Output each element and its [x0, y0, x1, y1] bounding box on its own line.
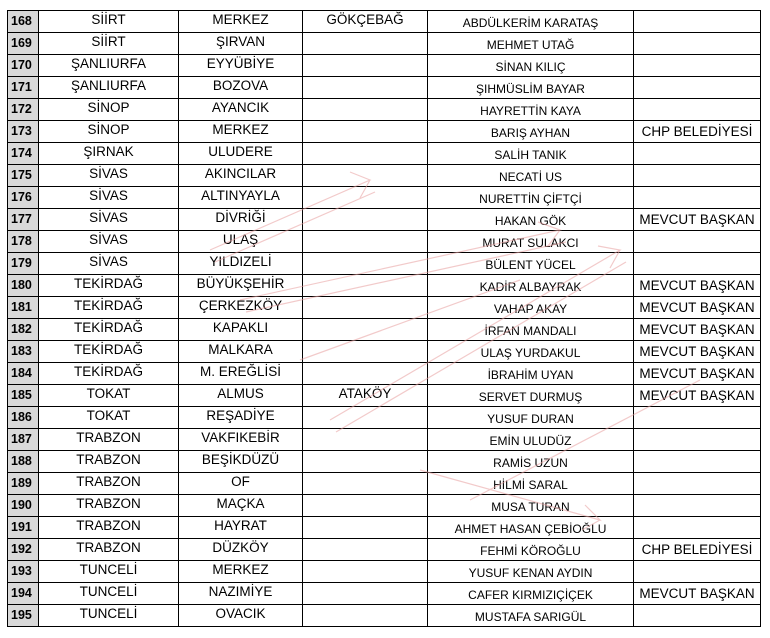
note-cell	[634, 429, 761, 451]
town-cell	[303, 363, 428, 385]
row-number: 185	[8, 385, 39, 407]
town-cell	[303, 143, 428, 165]
province-cell: TEKİRDAĞ	[39, 363, 179, 385]
table-row	[8, 33, 761, 55]
table-row	[8, 165, 761, 187]
town-cell	[303, 77, 428, 99]
table-row	[8, 121, 761, 143]
town-cell	[303, 297, 428, 319]
candidate-name-cell: CAFER KIRMIZIÇİÇEK	[428, 583, 634, 605]
province-cell: TRABZON	[39, 517, 179, 539]
town-cell	[303, 407, 428, 429]
province-cell: SİVAS	[39, 187, 179, 209]
candidate-name-cell: KADİR ALBAYRAK	[428, 275, 634, 297]
candidate-name-cell: YUSUF KENAN AYDIN	[428, 561, 634, 583]
province-cell: TOKAT	[39, 385, 179, 407]
candidate-name-cell: EMİN ULUDÜZ	[428, 429, 634, 451]
town-cell	[303, 319, 428, 341]
district-cell: OF	[179, 473, 303, 495]
row-number: 178	[8, 231, 39, 253]
province-cell: SİVAS	[39, 165, 179, 187]
town-cell	[303, 165, 428, 187]
town-cell	[303, 451, 428, 473]
district-cell: MERKEZ	[179, 11, 303, 33]
table-row	[8, 11, 761, 33]
note-cell	[634, 605, 761, 627]
district-cell: ULUDERE	[179, 143, 303, 165]
note-cell	[634, 165, 761, 187]
province-cell: TRABZON	[39, 495, 179, 517]
candidate-name-cell: RAMİS UZUN	[428, 451, 634, 473]
district-cell: BOZOVA	[179, 77, 303, 99]
table-row	[8, 231, 761, 253]
table-row	[8, 363, 761, 385]
candidate-name-cell: NURETTİN ÇİFTÇİ	[428, 187, 634, 209]
candidate-name-cell: BARIŞ AYHAN	[428, 121, 634, 143]
district-cell: AKINCILAR	[179, 165, 303, 187]
province-cell: TOKAT	[39, 407, 179, 429]
note-cell	[634, 55, 761, 77]
table-row	[8, 561, 761, 583]
province-cell: TEKİRDAĞ	[39, 297, 179, 319]
candidate-name-cell: SİNAN KILIÇ	[428, 55, 634, 77]
note-cell: MEVCUT BAŞKAN	[634, 385, 761, 407]
row-number: 188	[8, 451, 39, 473]
table-row	[8, 275, 761, 297]
row-number: 180	[8, 275, 39, 297]
table-row	[8, 495, 761, 517]
district-cell: MERKEZ	[179, 561, 303, 583]
candidate-name-cell: NECATİ US	[428, 165, 634, 187]
town-cell	[303, 99, 428, 121]
province-cell: TRABZON	[39, 451, 179, 473]
table-row	[8, 209, 761, 231]
candidate-name-cell: HİLMİ SARAL	[428, 473, 634, 495]
note-cell	[634, 143, 761, 165]
candidate-name-cell: SALİH TANIK	[428, 143, 634, 165]
province-cell: TRABZON	[39, 539, 179, 561]
candidate-name-cell: ULAŞ YURDAKUL	[428, 341, 634, 363]
province-cell: TUNCELİ	[39, 583, 179, 605]
row-number: 168	[8, 11, 39, 33]
district-cell: ALTINYAYLA	[179, 187, 303, 209]
row-number: 194	[8, 583, 39, 605]
table-row	[8, 583, 761, 605]
province-cell: SİİRT	[39, 11, 179, 33]
town-cell	[303, 605, 428, 627]
district-cell: ÇERKEZKÖY	[179, 297, 303, 319]
row-number: 179	[8, 253, 39, 275]
table-body	[8, 11, 761, 627]
province-cell: TEKİRDAĞ	[39, 319, 179, 341]
note-cell	[634, 517, 761, 539]
candidate-table-wrapper	[7, 10, 761, 627]
row-number: 195	[8, 605, 39, 627]
district-cell: MALKARA	[179, 341, 303, 363]
province-cell: TEKİRDAĞ	[39, 275, 179, 297]
candidate-name-cell: AHMET HASAN ÇEBİOĞLU	[428, 517, 634, 539]
province-cell: TEKİRDAĞ	[39, 341, 179, 363]
row-number: 172	[8, 99, 39, 121]
district-cell: OVACIK	[179, 605, 303, 627]
note-cell	[634, 11, 761, 33]
district-cell: BEŞİKDÜZÜ	[179, 451, 303, 473]
province-cell: SİNOP	[39, 121, 179, 143]
table-row	[8, 407, 761, 429]
district-cell: DÜZKÖY	[179, 539, 303, 561]
province-cell: ŞIRNAK	[39, 143, 179, 165]
note-cell	[634, 473, 761, 495]
town-cell	[303, 33, 428, 55]
table-row	[8, 187, 761, 209]
candidate-name-cell: ABDÜLKERİM KARATAŞ	[428, 11, 634, 33]
row-number: 189	[8, 473, 39, 495]
table-row	[8, 517, 761, 539]
table-row	[8, 143, 761, 165]
row-number: 173	[8, 121, 39, 143]
town-cell	[303, 231, 428, 253]
town-cell	[303, 583, 428, 605]
note-cell: MEVCUT BAŞKAN	[634, 583, 761, 605]
row-number: 176	[8, 187, 39, 209]
row-number: 171	[8, 77, 39, 99]
candidate-name-cell: MUSA TURAN	[428, 495, 634, 517]
town-cell: GÖKÇEBAĞ	[303, 11, 428, 33]
note-cell: MEVCUT BAŞKAN	[634, 297, 761, 319]
district-cell: ALMUS	[179, 385, 303, 407]
table-row	[8, 319, 761, 341]
province-cell: TRABZON	[39, 429, 179, 451]
candidate-name-cell: HAKAN GÖK	[428, 209, 634, 231]
town-cell	[303, 187, 428, 209]
province-cell: TUNCELİ	[39, 561, 179, 583]
district-cell: ULAŞ	[179, 231, 303, 253]
province-cell: SİİRT	[39, 33, 179, 55]
candidate-table	[7, 10, 761, 627]
candidate-name-cell: HAYRETTİN KAYA	[428, 99, 634, 121]
row-number: 174	[8, 143, 39, 165]
town-cell	[303, 495, 428, 517]
note-cell: MEVCUT BAŞKAN	[634, 363, 761, 385]
note-cell	[634, 77, 761, 99]
candidate-name-cell: YUSUF DURAN	[428, 407, 634, 429]
province-cell: ŞANLIURFA	[39, 55, 179, 77]
province-cell: ŞANLIURFA	[39, 77, 179, 99]
row-number: 177	[8, 209, 39, 231]
district-cell: YILDIZELİ	[179, 253, 303, 275]
note-cell: MEVCUT BAŞKAN	[634, 319, 761, 341]
candidate-name-cell: BÜLENT YÜCEL	[428, 253, 634, 275]
district-cell: ŞIRVAN	[179, 33, 303, 55]
town-cell: ATAKÖY	[303, 385, 428, 407]
district-cell: M. EREĞLİSİ	[179, 363, 303, 385]
table-row	[8, 539, 761, 561]
row-number: 182	[8, 319, 39, 341]
table-row	[8, 451, 761, 473]
note-cell	[634, 253, 761, 275]
candidate-name-cell: MUSTAFA SARIGÜL	[428, 605, 634, 627]
province-cell: SİVAS	[39, 253, 179, 275]
note-cell: CHP BELEDİYESİ	[634, 121, 761, 143]
town-cell	[303, 429, 428, 451]
district-cell: MERKEZ	[179, 121, 303, 143]
row-number: 191	[8, 517, 39, 539]
note-cell	[634, 561, 761, 583]
row-number: 183	[8, 341, 39, 363]
district-cell: KAPAKLI	[179, 319, 303, 341]
row-number: 169	[8, 33, 39, 55]
candidate-name-cell: ŞIHMÜSLİM BAYAR	[428, 77, 634, 99]
town-cell	[303, 209, 428, 231]
town-cell	[303, 275, 428, 297]
row-number: 170	[8, 55, 39, 77]
row-number: 193	[8, 561, 39, 583]
town-cell	[303, 253, 428, 275]
town-cell	[303, 539, 428, 561]
table-row	[8, 253, 761, 275]
candidate-name-cell: SERVET DURMUŞ	[428, 385, 634, 407]
row-number: 190	[8, 495, 39, 517]
district-cell: NAZIMİYE	[179, 583, 303, 605]
note-cell	[634, 187, 761, 209]
note-cell	[634, 231, 761, 253]
table-row	[8, 341, 761, 363]
note-cell	[634, 33, 761, 55]
candidate-name-cell: VAHAP AKAY	[428, 297, 634, 319]
province-cell: TRABZON	[39, 473, 179, 495]
row-number: 175	[8, 165, 39, 187]
table-row	[8, 77, 761, 99]
candidate-name-cell: MURAT SULAKCI	[428, 231, 634, 253]
note-cell: MEVCUT BAŞKAN	[634, 275, 761, 297]
province-cell: SİVAS	[39, 209, 179, 231]
note-cell	[634, 99, 761, 121]
district-cell: MAÇKA	[179, 495, 303, 517]
district-cell: AYANCIK	[179, 99, 303, 121]
note-cell: MEVCUT BAŞKAN	[634, 341, 761, 363]
table-row	[8, 385, 761, 407]
row-number: 187	[8, 429, 39, 451]
province-cell: TUNCELİ	[39, 605, 179, 627]
row-number: 192	[8, 539, 39, 561]
note-cell	[634, 407, 761, 429]
row-number: 181	[8, 297, 39, 319]
town-cell	[303, 473, 428, 495]
town-cell	[303, 55, 428, 77]
note-cell: MEVCUT BAŞKAN	[634, 209, 761, 231]
district-cell: DİVRİĞİ	[179, 209, 303, 231]
table-row	[8, 55, 761, 77]
row-number: 186	[8, 407, 39, 429]
town-cell	[303, 561, 428, 583]
district-cell: BÜYÜKŞEHİR	[179, 275, 303, 297]
table-row	[8, 605, 761, 627]
table-row	[8, 297, 761, 319]
district-cell: REŞADİYE	[179, 407, 303, 429]
town-cell	[303, 517, 428, 539]
row-number: 184	[8, 363, 39, 385]
province-cell: SİNOP	[39, 99, 179, 121]
candidate-name-cell: İRFAN MANDALI	[428, 319, 634, 341]
district-cell: EYYÜBİYE	[179, 55, 303, 77]
candidate-name-cell: İBRAHİM UYAN	[428, 363, 634, 385]
province-cell: SİVAS	[39, 231, 179, 253]
town-cell	[303, 121, 428, 143]
table-row	[8, 429, 761, 451]
note-cell	[634, 495, 761, 517]
candidate-name-cell: MEHMET UTAĞ	[428, 33, 634, 55]
town-cell	[303, 341, 428, 363]
table-row	[8, 473, 761, 495]
district-cell: HAYRAT	[179, 517, 303, 539]
candidate-name-cell: FEHMİ KÖROĞLU	[428, 539, 634, 561]
note-cell	[634, 451, 761, 473]
table-row	[8, 99, 761, 121]
district-cell: VAKFIKEBİR	[179, 429, 303, 451]
note-cell: CHP BELEDİYESİ	[634, 539, 761, 561]
